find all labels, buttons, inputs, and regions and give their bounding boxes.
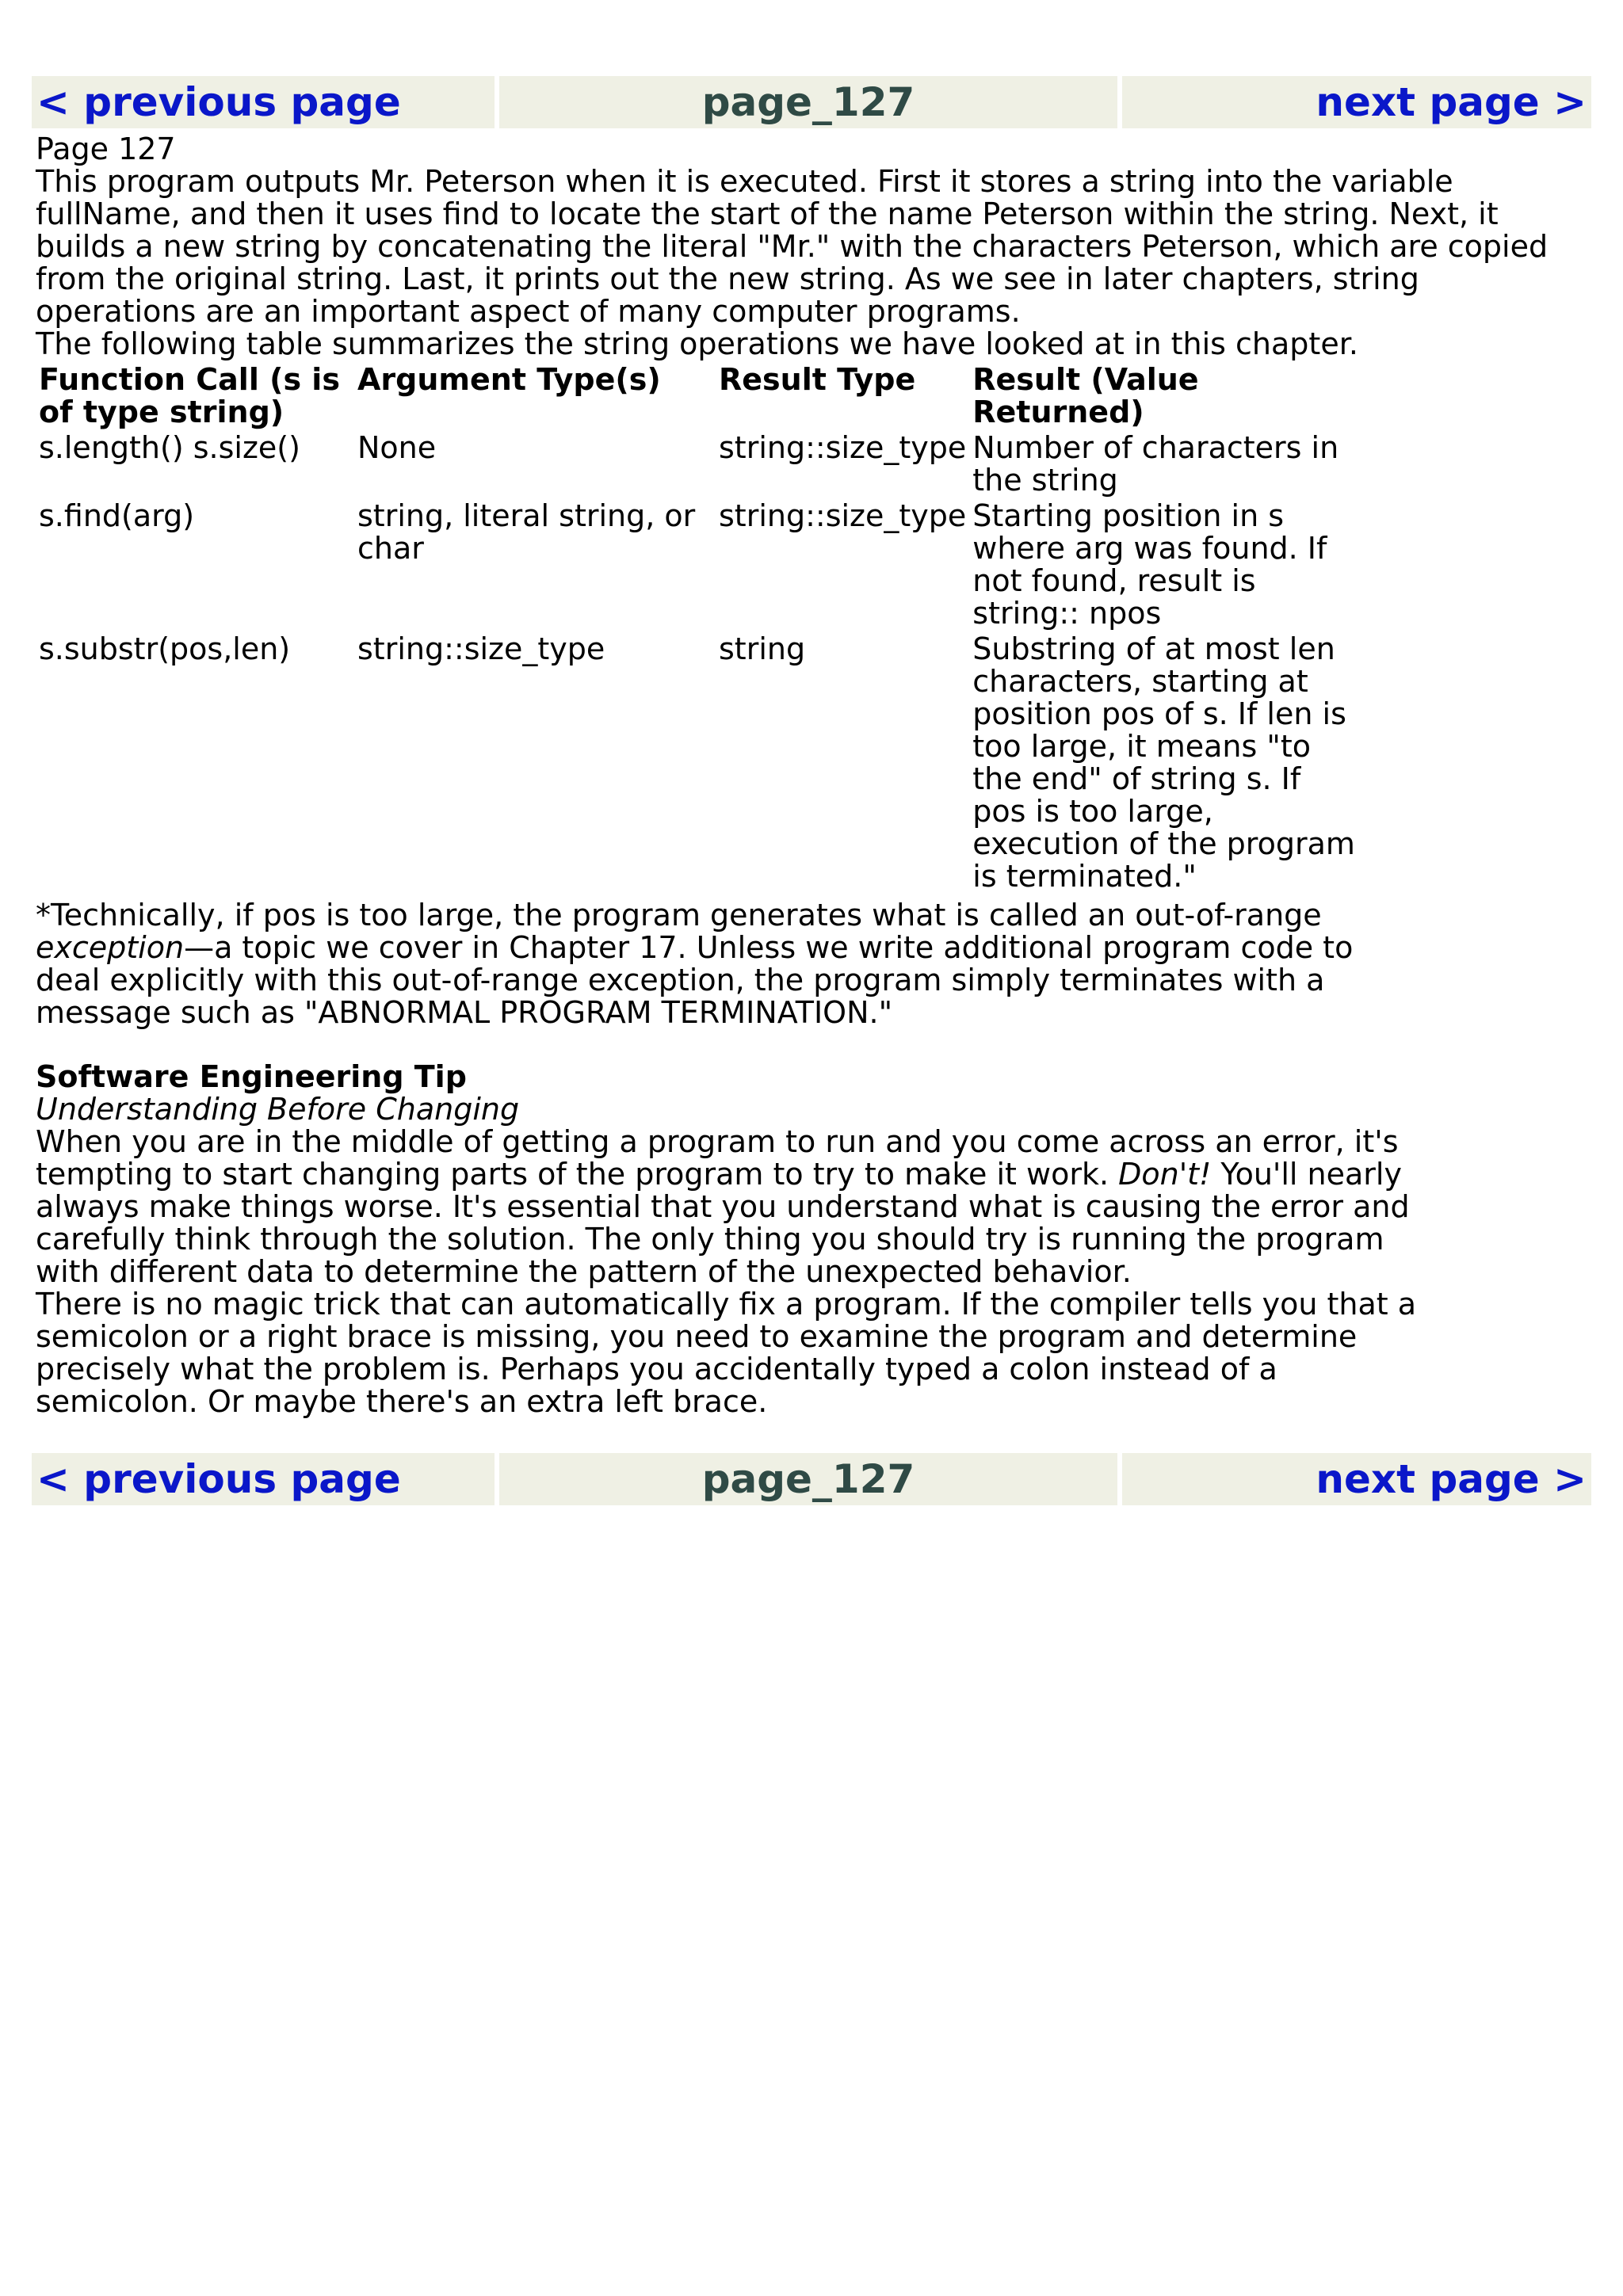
table-cell: string (719, 631, 806, 666)
table-row (36, 500, 1364, 633)
page-label: page_127 (499, 76, 1117, 128)
page-label: page_127 (499, 1453, 1117, 1505)
table-cell: s.length() s.size() (39, 430, 300, 465)
table-header-row (36, 364, 1364, 432)
table-header-cell: Argument Type(s) (357, 362, 661, 397)
page-number-heading: Page 127 (36, 132, 176, 166)
footnote-text: *Technically, if pos is too large, the program generates what is called an out-of-range (36, 898, 1322, 933)
next-page-link[interactable]: next page > (1122, 76, 1591, 128)
tip-title: Software Engineering Tip (36, 1059, 467, 1094)
next-page-link[interactable]: next page > (1122, 1453, 1591, 1505)
tip-subtitle: Understanding Before Changing (36, 1092, 520, 1127)
table-cell: Substring of at most len characters, starting at position pos of s. If len is too large, it means "to the end" of string s. If pos is too large, execution of the program is terminated." (972, 631, 1355, 894)
previous-page-link[interactable]: < previous page (32, 76, 495, 128)
previous-page-link[interactable]: < previous page (32, 1453, 495, 1505)
table-cell: Starting position in s where arg was found. If not found, result is string:: npos (972, 498, 1327, 631)
table-cell: string, literal string, or char (357, 498, 696, 566)
table-cell: s.find(arg) (39, 498, 195, 533)
table-cell: Number of characters in the string (972, 430, 1339, 498)
table-header-cell: Result (Value Returned) (972, 362, 1199, 429)
footnote-text: —a topic we cover in Chapter 17. Unless we write additional program code to deal explicitly with this out-of-range exception, the program simply terminates with a message such as "ABNORMAL PROGRAM TERMINATION." (36, 930, 1354, 1030)
footnote (36, 899, 1367, 1029)
string-operations-table (36, 364, 1364, 896)
tip-text: When you are in the middle of getting a program to run and you come across an error, it's tempting to start changing parts of the program to try to make it work. (36, 1124, 1399, 1192)
table-cell: string::size_type (357, 631, 605, 666)
page-content (36, 133, 1589, 1418)
top-navigation-bar (32, 76, 1591, 128)
table-row (36, 432, 1364, 500)
tip-paragraph: There is no magic trick that can automatically fix a program. If the compiler tells you that a semicolon or a right brace is missing, you need to examine the program and determine precisely what the problem is. Perhaps you accidentally typed a colon instead of a semicolon. Or maybe there's an extra left brace. (36, 1287, 1417, 1419)
tip-paragraph (36, 1126, 1430, 1288)
table-header-cell: Result Type (719, 362, 916, 397)
tip-emphasis: Don't! (1118, 1157, 1212, 1192)
footnote-emphasis: exception (36, 930, 185, 965)
table-row (36, 633, 1364, 896)
table-cell: string::size_type (719, 430, 967, 465)
table-intro-paragraph: The following table summarizes the string operations we have looked at in this chapter. (36, 326, 1358, 361)
table-cell: string::size_type (719, 498, 967, 533)
bottom-navigation-bar (32, 1453, 1591, 1505)
table-header-cell: Function Call (s is of type string) (39, 362, 340, 429)
table-cell: None (357, 430, 437, 465)
table-cell: s.substr(pos,len) (39, 631, 291, 666)
intro-paragraph: This program outputs Mr. Peterson when it is executed. First it stores a string into the variable fullName, and then it uses find to locate the start of the name Peterson within the string. Next, it builds a new string by concatenating the literal "Mr." with the characters Peterson, which are copied from the original string. Last, it prints out the new string. As we see in later chapters, string operations are an important aspect of many computer programs. (36, 164, 1549, 329)
tip-text: You'll nearly always make things worse. It's essential that you understand what is causing the error and carefully think through the solution. The only thing you should try is running the program with different data to determine the pattern of the unexpected behavior. (36, 1157, 1410, 1289)
